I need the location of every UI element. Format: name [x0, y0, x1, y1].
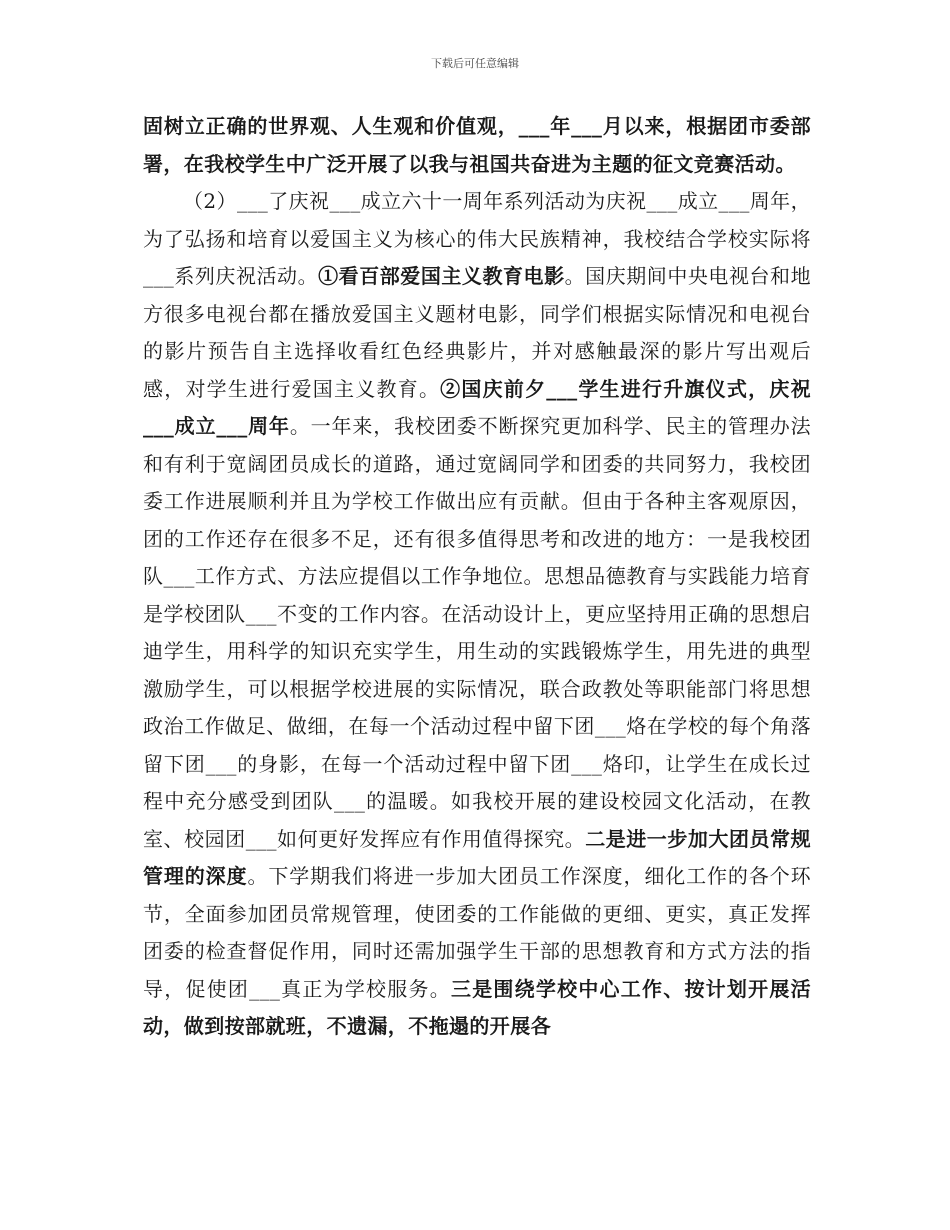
text-run: 。国庆期间中央电视台和地方很多电视台都在播放爱国主义题材电影，同学们根据实际情况和电视台的影片预告自主选择收看红色经典影片，并对感触最深的影片写出观后感，对学生进行爱国主义教育。 [143, 264, 811, 401]
text-run-bold: ①看百部爱国主义教育电影 [318, 264, 565, 288]
text-run: 固树立正确的世界观、人生观和价值观，___年___月以来，根据团市委部署，在我校学生中广泛开展了以我与祖国共奋进为主题的征文竞赛活动。 [143, 114, 811, 176]
document-body [143, 108, 811, 1046]
text-run-bold: 二是进一步加大团员常规管理的深度 [143, 826, 812, 888]
text-run-bold: ②国庆前夕___学生进行升旗仪式，庆祝___成立___周年 [143, 376, 811, 438]
page-header: 下载后可任意编辑 [431, 57, 519, 70]
paragraph-1 [143, 108, 811, 183]
paragraph-2 [143, 183, 811, 1046]
text-run: 。一年来，我校团委不断探究更加科学、民主的管理办法和有利于宽阔团员成长的道路，通过宽阔同学和团委的共同努力，我校团委工作进展顺利并且为学校工作做出应有贡献。但由于各种主客观原因，团的工作还存在很多不足，还有很多值得思考和改进的地方：一是我校团队___工作方式、方法应提倡以工作争地位。思想品德教育与实践能力培育是学校团队___不变的工作内容。在活动设计上，更应坚持用正确的思想启迪学生，用科学的知识充实学生，用生动的实践锻炼学生，用先进的典型激励学生，可以根据学校进展的实际情况，联合政教处等职能部门将思想政治工作做足、做细，在每一个活动过程中留下团___烙在学校的每个角落留下团___的身影，在每一个活动过程中留下团___烙印，让学生在成长过程中充分感受到团队___的温暖。如我校开展的建设校园文化活动，在教室、校园团___如何更好发挥应有作用值得探究。 [143, 414, 812, 851]
text-run-bold: 三是围绕学校中心工作、按计划开展活动，做到按部就班，不遗漏，不拖遢的开展各 [143, 976, 811, 1038]
text-run: 。下学期我们将进一步加大团员工作深度，细化工作的各个环节，全面参加团员常规管理，使团委的工作能做的更细、更实，真正发挥团委的检查督促作用，同时还需加强学生干部的思想教育和方式方法的指导，促使团___真正为学校服务。 [143, 864, 811, 1001]
text-run: （2）___了庆祝___成立六十一周年系列活动为庆祝___成立___周年，为了弘扬和培育以爱国主义为核心的伟大民族精神，我校结合学校实际将___系列庆祝活动。 [143, 189, 811, 288]
